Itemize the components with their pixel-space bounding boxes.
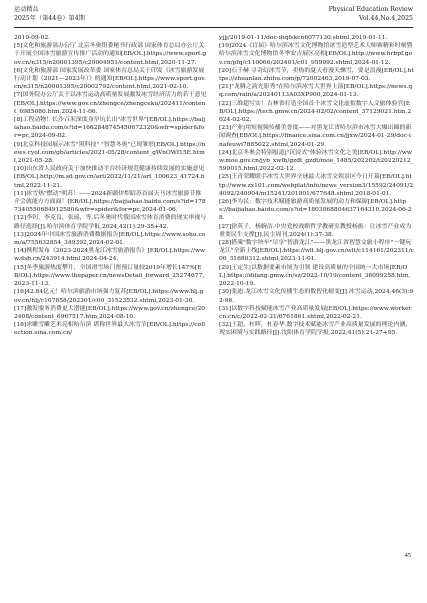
references-right-column xyxy=(219,34,414,554)
journal-name-en: Physical Education Review xyxy=(328,6,413,13)
reference-entry: [20]石千赫 寻奇幻冰雪节，卖热的夏天看漫天飘雪，要是浪漫[EB/OL].https://zhuanlan.zhihu.com/p/72002463,2019-07-03. xyxy=(219,66,414,83)
reference-entry: [31]以数字科技赋能冰雪产业高质量发展[EB/OL].https://www.workercn.cn/c/2022-02-21/6761861.shtml,2022-02-21. xyxy=(219,304,412,320)
header-right xyxy=(329,6,413,23)
header-rule xyxy=(14,27,413,28)
reference-entry: [6]文化和旅游部 国家发展改革委 国家体育总局关于印发《冰雪旅游发展行动计划（2021—2023年）》的通知[EB/OL].https://www.sport.gov.cn/n315/n20001395/c20002792/content.html,2021-02-10. xyxy=(14,66,206,91)
reference-entry: 2019-09-02. xyxy=(14,34,51,41)
issue-en: Vol.44,No.4,2025 xyxy=(358,14,413,22)
reference-entry: [7]国务院办公厅关于以冰雪运动高质量发展激发冰雪经济活力的若干意见[EB/OL].https://www.gov.cn/zhengce/zhengceku/202411/content_6985080.htm,2024-11-06. xyxy=(14,91,207,115)
reference-entry: [23]产业|用短视频传播美誉度——对黑龙江省哈尔滨市冰雪大爆出圈的新闻调查[EB/OL].https://finance.sina.com.cn/jjxw/2024-01-29/doc-inafeuwi7885022.shtml,2024-01-29. xyxy=(219,124,412,148)
header-left xyxy=(14,6,85,23)
reference-entry: [18]冰雕雪雕艺术亮相哈尔滨 堪称世界最大冰雪节[EB/OL].https://collection.sina.com.cn/ xyxy=(14,321,205,337)
reference-entry: [16]42.84亿元！哈尔滨旅游市场强力复苏[EB/OL].https://www.hlj.gov.cn/hlj/c107858/202301/c00_31523532.shtml,2023-01-30. xyxy=(14,288,204,304)
reference-entry: [17]激发服务消费更大潜能[EB/OL].https://www.gov.cn/zhengce/202408/content_6967517.htm,2024-08-10. xyxy=(14,304,206,320)
reference-entry: [12]李钊，李克良，张瑶，等.后冬奥时代我国冰雪体育消费的现实审视与路径选择[J].哈尔滨体育学院学报,2024,42(1):29-35+42. xyxy=(14,214,207,230)
reference-entry: [21]"龙腾之韵光影秀"在哈尔滨冰雪大世界上演[EB/OL].https://news.qq.com/rain/a/20240113A03XP900,2024-01-13. xyxy=(219,83,413,99)
reference-entry: [30]张迪.龙江冰雪文化传播生态的数智化嬗变[J].冰雪运动,2024,46(3):92-96. xyxy=(219,288,414,304)
reference-entry: [5]文化和旅游部办公厅 北京冬奥组委秘书行政部 国家体育总局办公厅关于开展全国冰雪旅游宣传推广活动的通知[EB/OL].https://www.sport.gov.cn/n315/n20001395/c20004951/content.html,2020-11-27. xyxy=(14,42,207,66)
reference-entry: [28]搭乘"数字快车"尽享"智游龙江"——黑龙江省智慧文旅小程序"一键玩龙江"全新上线[EB/OL].https://wlt.hlj.gov.cn/wlt/c114161/202311/c00_31680312.shtml,2023-11-01. xyxy=(219,239,414,263)
running-header xyxy=(14,6,413,36)
issue-cn: 2025年（第44卷）第4期 xyxy=(14,14,85,22)
reference-entry: [19]2024《盲届》哈尔滨冰雪文化博物馆冰雪造型艺术大师赛精彩时刻暨哈尔滨冰雪文化博物馆冬季安吉展区亮相[EB/OL].http://www.hrbpf.gov.cn/pfq/c110066/202401/c01_959992.shtml,2024-01-12. xyxy=(219,42,413,66)
reference-entry: [29]王定生|以数据要素市场为引领 建设高质量的全国统一大市场[EB/OL].https://difang.gmw.cn/sz/2022-10/19/content_36099258.htm,2022-10-19. xyxy=(219,263,411,288)
reference-entry: [32]王超，杜晖，杜春华.数字技术赋能冰雪产业高质量发展的理论内涵、现实困境与实践路径[J].沈阳体育学院学报,2022,41(5):21-27+95. xyxy=(219,321,412,337)
reference-entry: [26]李为民：数字技术赋能旅游高质量发展的动力和保障[EB/OL].https://baijiahao.baidu.com/s?id=1803068804637164310,2024-06-28. xyxy=(219,198,412,222)
reference-entry: [13]2024年中国冰雪旅游消费数据报告[EB/OL].https://www.sohu.com/a/755632854_349392,2024-02-01. xyxy=(14,230,206,247)
reference-entry: [25]王青荣耀联手冰雪大世界全球最大冰雪文娱景区今日开幕[EB/OL].http://www.zx101.com/webplat/info/news_version3/15592/24091/24092/240904/m15241/201801/677648.shtml,2018-01-01. xyxy=(219,173,414,197)
reference-entry: [27]徐英子，杨婉洁.中央党校战略哲学教研室教授杨振：让冰雪产业成为重要民生支撑[J].民主周刊,2024(1):37-38. xyxy=(219,222,412,238)
reference-entry: [24]北京冬奥会特别报道|"沉浸式"体验冰雪文化之美[EB/OL].http://www.moe.gov.cn/jyb_xwfb/gzdt_gzdt/moe_1485/202202/t20220212_599015.html,2022-02-12. xyxy=(219,148,414,173)
page-number: 45 xyxy=(404,552,411,559)
journal-name-cn: 运动精品 xyxy=(14,6,39,13)
reference-entry: [10]山东省人民政府关于加快推动平台经济规范健康持续发展的实施意见[EB/OL].http://m.sd.gov.cn/art/2022/11/21/art_100623_41724.html,2022-11-21. xyxy=(14,165,205,189)
references-left-column xyxy=(14,34,207,554)
reference-entry: [15]冬季旅游热度攀升，全国滑雪场门票预订量较2019年增长147%[EB/OL].https://www.thepaper.cn/newsDetail_forward_25274677,2023-11-13. xyxy=(14,263,205,288)
reference-entry: [11]冰雪热"燃动"明苏！——2024新疆伊犁昭苏首届天马冰雪旅游节推介会就能方方面面！[EB/OL].https://baijiahao.baidu.com/s?id=1787340550684912580&wfr=spider&for=pc,2024-01-06. xyxy=(14,189,206,214)
reference-entry: [22]三维超写实！吉林省打造全国首个冰雪文化虚拟数字人文旅体验官[EB/OL].https://tech.gmw.cn/2024-02/02/content_37129021.htm,2024-02-02. xyxy=(219,99,412,124)
reference-entry: yjjj/2019-01-11/doc-ihqfskcn6077130.shtml,2019-01-11. xyxy=(219,34,388,41)
reference-entry: [9]北京科技园展示冰雪"黑科技" "智慧冬奥"已现雏形[EB/OL].https://news.cyol.com/gb/articles/2021-05/28/content_gWnOWf15E.html,2021-05-28. xyxy=(14,140,206,165)
reference-entry: [14]携程发布《2023-2024黑龙江冰雪旅游报告》[EB/OL].https://www.dsb.cn/243914.html,2024-04-24. xyxy=(14,247,206,263)
reference-entry: [8]工程动物！长沙百米深度身旱坑长出"冰雪世界"[EB/OL].https://baijiahao.baidu.com/s?id=1662848745450672320&wfr=spider&for=pc,2024-09-02. xyxy=(14,116,206,140)
